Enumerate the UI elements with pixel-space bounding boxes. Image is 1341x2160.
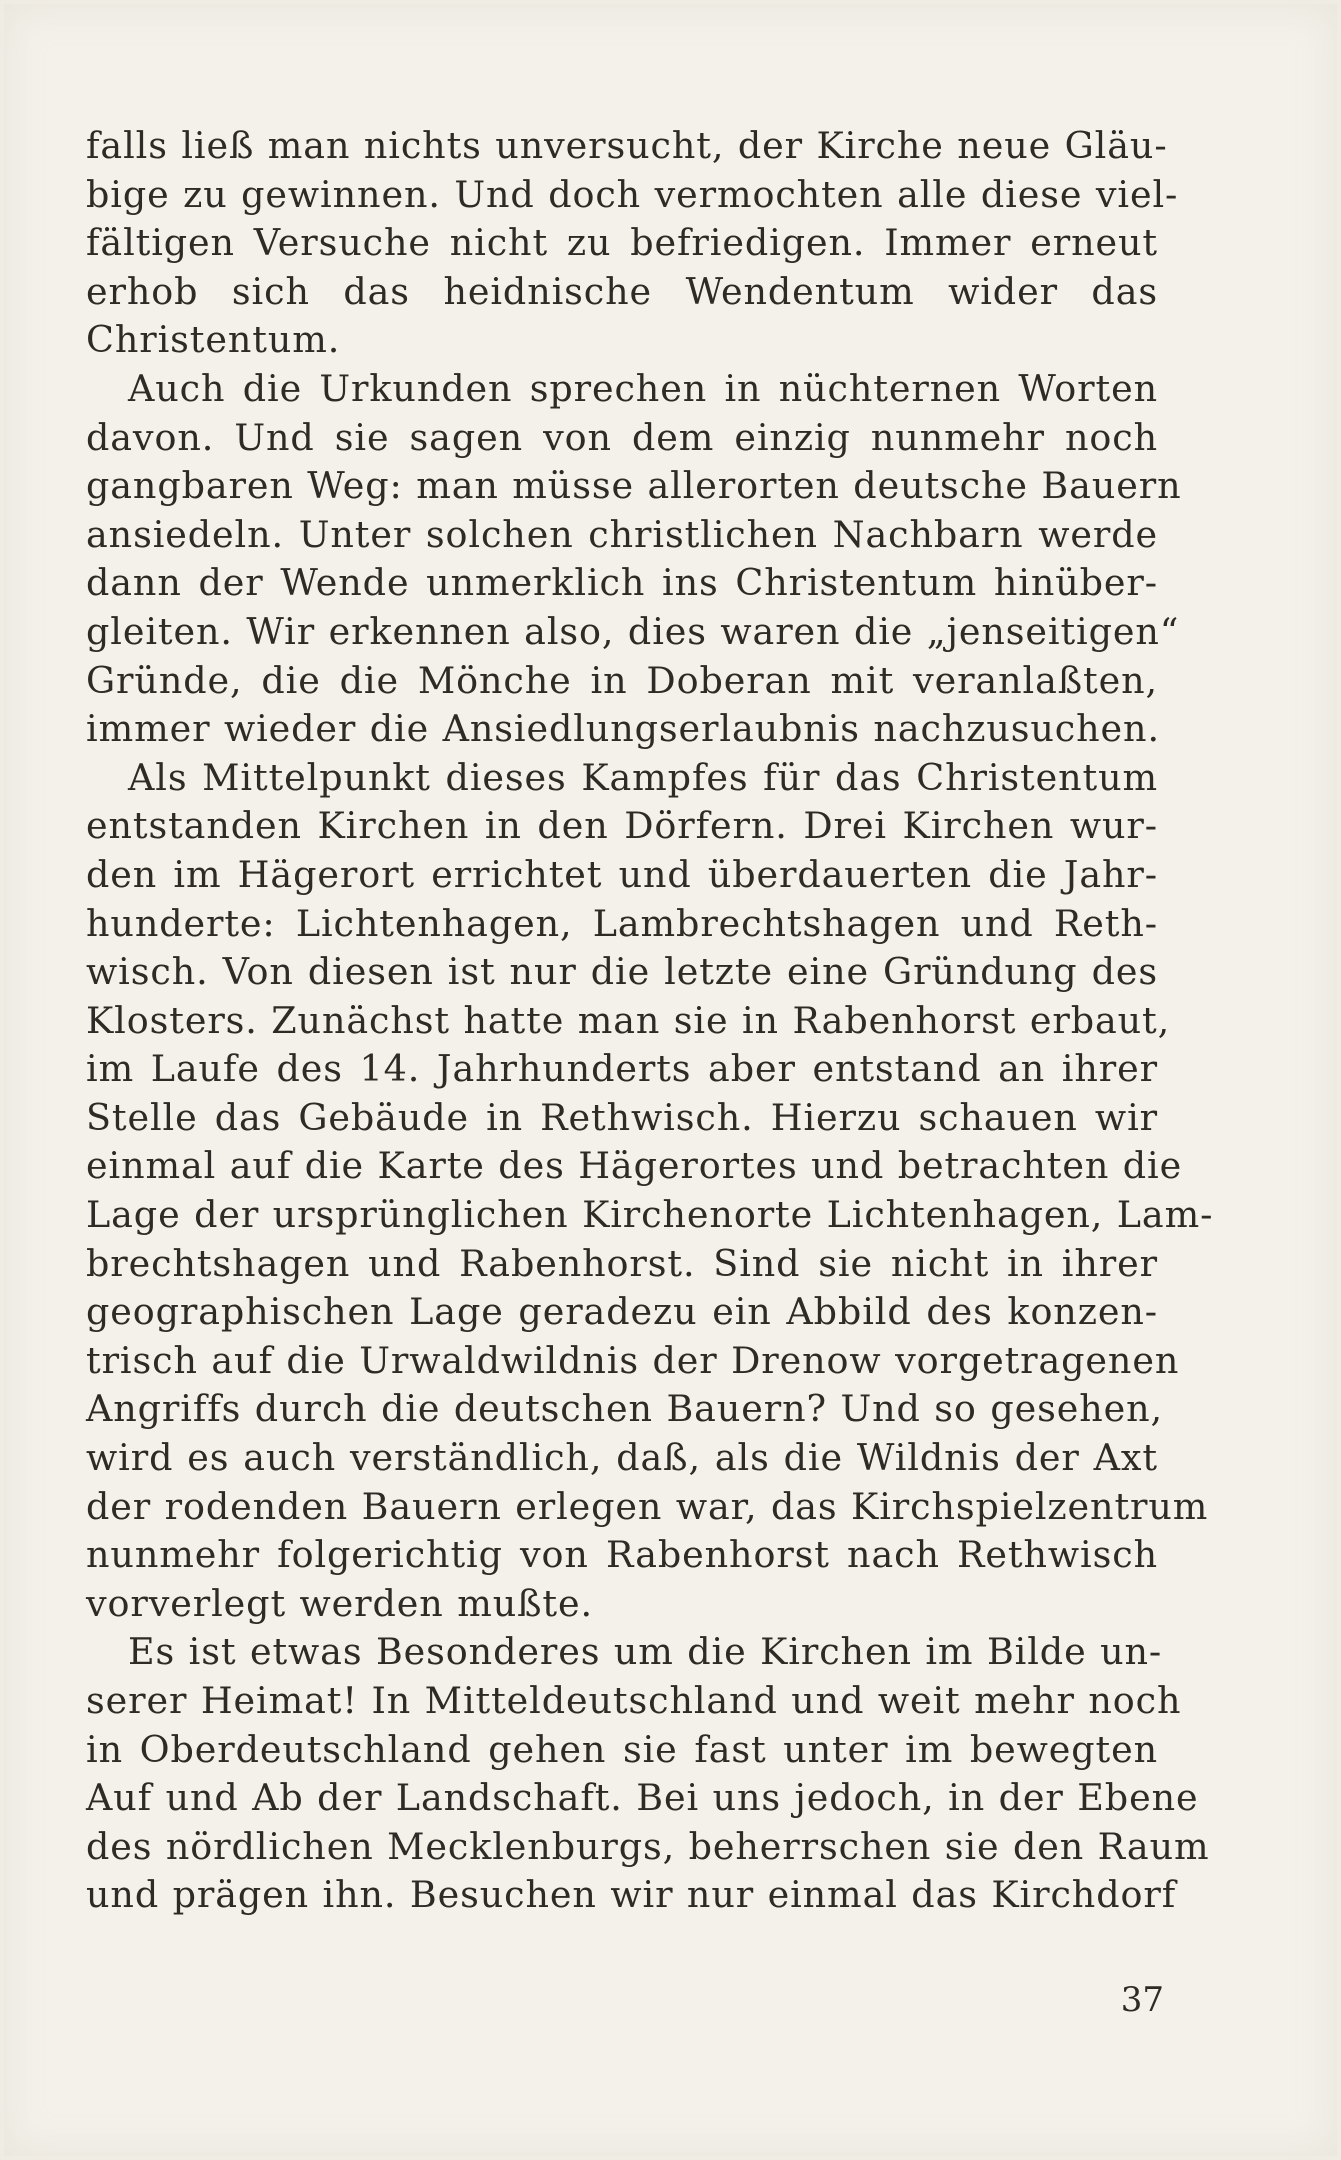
text-line: Angriffs durch die deutschen Bauern? Und so gesehen, <box>86 1387 1164 1431</box>
body-text <box>86 122 1214 1920</box>
text-line: Auf und Ab der Landschaft. Bei uns jedoch, in der Ebene <box>86 1776 1199 1820</box>
book-page <box>4 4 1337 2156</box>
text-line: Lage der ursprünglichen Kirchenorte Lichtenhagen, Lam- <box>86 1193 1214 1237</box>
text-line: dann der Wende unmerklich ins Christentum hinüber- <box>86 561 1158 605</box>
text-line: fältigen Versuche nicht zu befriedigen. Immer erneut <box>86 221 1158 265</box>
text-line: nunmehr folgerichtig von Rabenhorst nach Rethwisch <box>86 1533 1158 1577</box>
text-line: in Oberdeutschland gehen sie fast unter im bewegten <box>86 1727 1158 1771</box>
text-line: ansiedeln. Unter solchen christlichen Nachbarn werde <box>86 512 1158 556</box>
text-line: entstanden Kirchen in den Dörfern. Drei Kirchen wur- <box>86 804 1158 848</box>
text-line: Stelle das Gebäude in Rethwisch. Hierzu schauen wir <box>86 1095 1158 1139</box>
text-line: Auch die Urkunden sprechen in nüchternen Worten <box>128 366 1158 410</box>
text-line: Christentum. <box>86 318 341 362</box>
text-line: des nördlichen Mecklenburgs, beherrschen sie den Raum <box>86 1824 1210 1868</box>
text-line: davon. Und sie sagen von dem einzig nunmehr noch <box>86 415 1158 459</box>
text-line: serer Heimat! In Mitteldeutschland und weit mehr noch <box>86 1679 1182 1722</box>
text-line: der rodenden Bauern erlegen war, das Kirchspielzentrum <box>86 1484 1209 1528</box>
text-line: falls ließ man nichts unversucht, der Kirche neue Gläu- <box>86 124 1168 167</box>
text-line: wisch. Von diesen ist nur die letzte eine Gründung des <box>86 950 1158 994</box>
text-line: gangbaren Weg: man müsse allerorten deutsche Bauern <box>86 464 1182 508</box>
text-line: Als Mittelpunkt dieses Kampfes für das Christentum <box>128 755 1158 799</box>
text-line: erhob sich das heidnische Wendentum wider das <box>86 269 1158 313</box>
page-number: 37 <box>1120 1980 1164 2020</box>
text-line: im Laufe des 14. Jahrhunderts aber entstand an ihrer <box>86 1047 1158 1091</box>
text-line: brechtshagen und Rabenhorst. Sind sie nicht in ihrer <box>86 1241 1158 1285</box>
text-line: und prägen ihn. Besuchen wir nur einmal das Kirchdorf <box>86 1873 1177 1917</box>
text-line: vorverlegt werden mußte. <box>86 1581 593 1625</box>
text-line: hunderte: Lichtenhagen, Lambrechtshagen und Reth- <box>86 901 1158 945</box>
text-line: geographischen Lage geradezu ein Abbild des konzen- <box>86 1290 1158 1334</box>
text-line: wird es auch verständlich, daß, als die Wildnis der Axt <box>86 1436 1158 1480</box>
text-line: bige zu gewinnen. Und doch vermochten alle diese viel- <box>86 172 1179 216</box>
text-line: einmal auf die Karte des Hägerortes und betrachten die <box>86 1144 1183 1188</box>
text-line: den im Hägerort errichtet und überdauerten die Jahr- <box>86 852 1158 896</box>
text-line: Es ist etwas Besonderes um die Kirchen im Bilde un- <box>128 1630 1163 1674</box>
text-line: immer wieder die Ansiedlungserlaubnis nachzusuchen. <box>86 707 1160 751</box>
text-line: Gründe, die die Mönche in Doberan mit veranlaßten, <box>86 658 1158 702</box>
text-line: gleiten. Wir erkennen also, dies waren die „jenseitigen“ <box>86 609 1180 653</box>
text-line: trisch auf die Urwaldwildnis der Drenow vorgetragenen <box>86 1338 1180 1382</box>
text-line: Klosters. Zunächst hatte man sie in Rabenhorst erbaut, <box>86 998 1171 1042</box>
